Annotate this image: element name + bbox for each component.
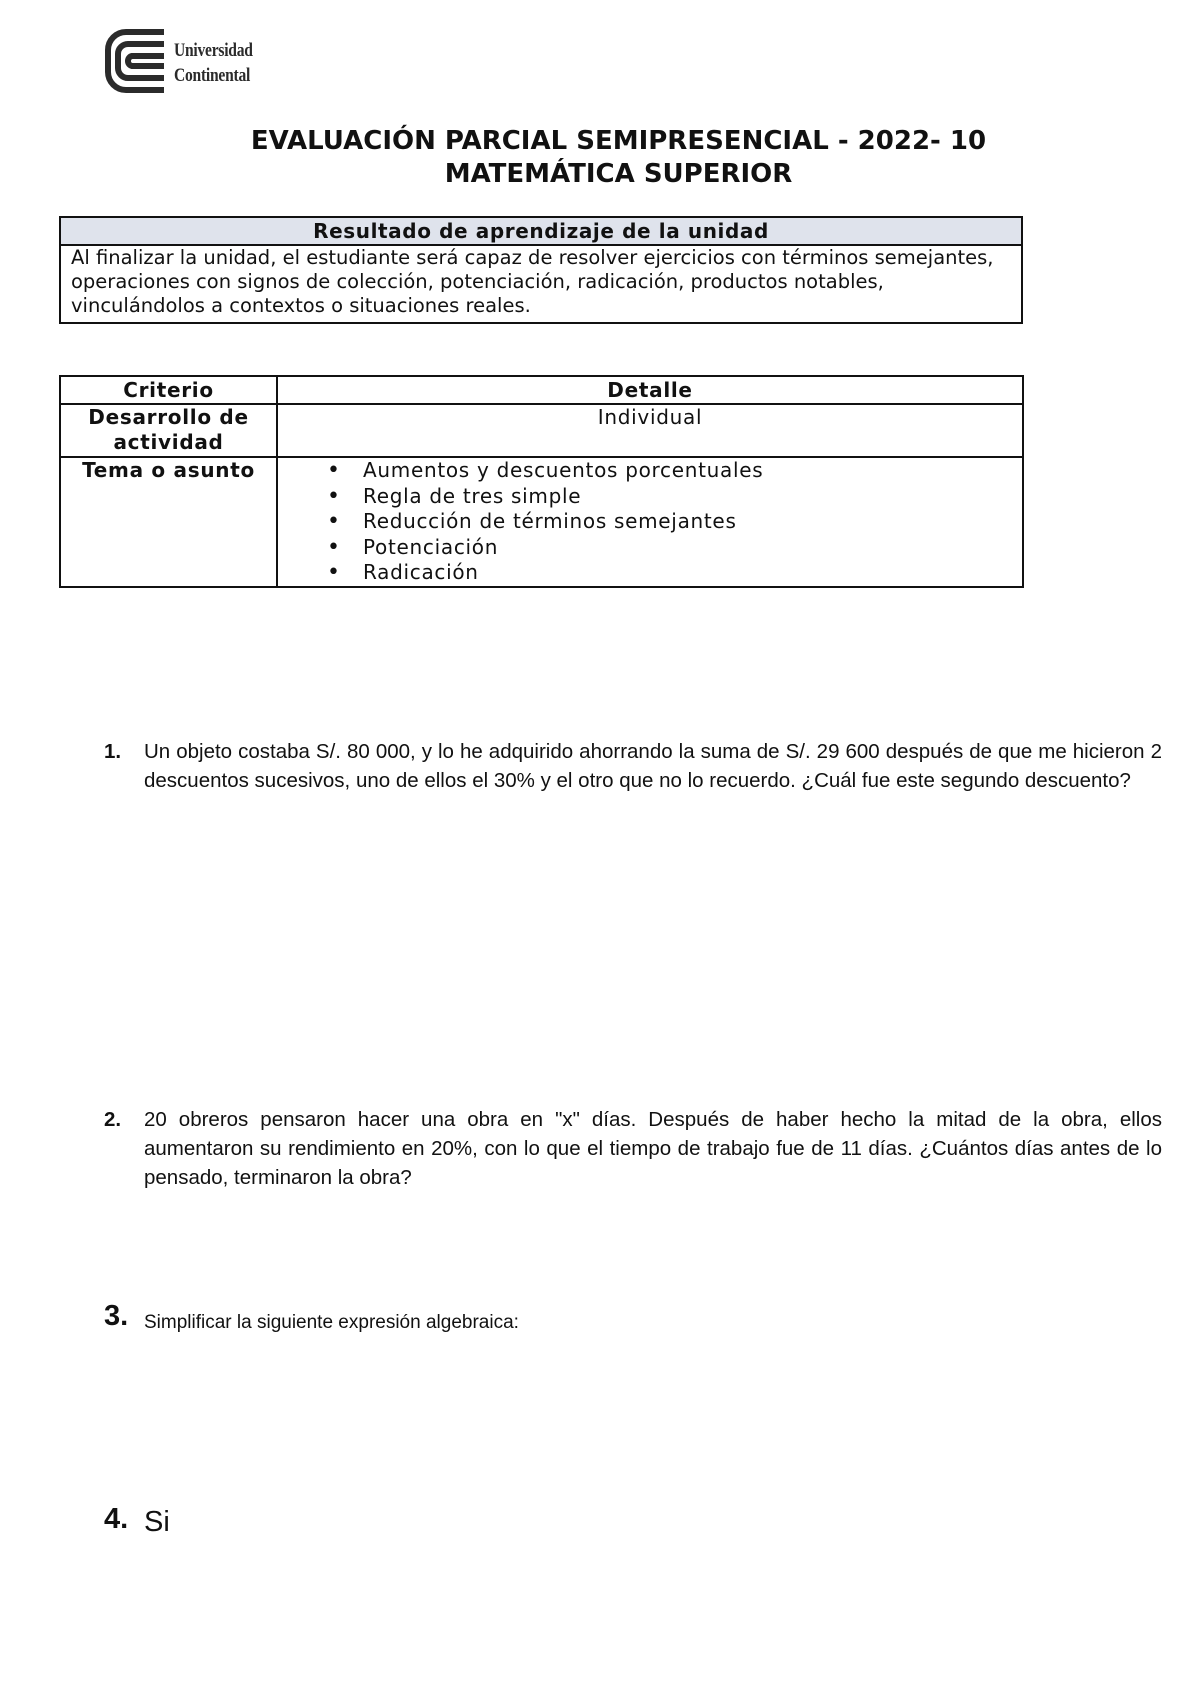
question-2 (104, 1105, 1162, 1192)
criteria-header-row (60, 376, 1023, 404)
list-item: • Regla de tres simple (363, 484, 1018, 510)
topics-list (282, 458, 1018, 586)
criteria-value-temas (277, 457, 1023, 587)
logo-line-1: Universidad (174, 40, 253, 61)
list-item: • Aumentos y descuentos porcentuales (363, 458, 1018, 484)
criteria-table (59, 375, 1024, 588)
question-3 (104, 1300, 1162, 1337)
criteria-header-criterio: Criterio (60, 376, 277, 404)
question-1 (104, 737, 1162, 795)
learning-outcome-text: Al finalizar la unidad, el estudiante será capaz de resolver ejercicios con términos semejantes, operaciones con signos de colección, potenciación, radicación, productos notables, vinculándolos a contextos o situaciones reales. (71, 246, 994, 317)
list-item: • Reducción de términos semejantes (363, 509, 1018, 535)
criteria-header-detalle: Detalle (277, 376, 1023, 404)
question-4 (104, 1505, 1162, 1539)
question-number: 3. (104, 1300, 129, 1332)
document-title: EVALUACIÓN PARCIAL SEMIPRESENCIAL - 2022- 10 (250, 126, 987, 156)
question-text: 20 obreros pensaron hacer una obra en "x" días. Después de haber hecho la mitad de la obra, ellos aumentaron su rendimiento en 20%, con lo que el tiempo de trabajo fue de 11 días. ¿Cuántos días antes de lo pensado, terminaron la obra? (144, 1108, 1162, 1189)
question-number: 4. (104, 1503, 129, 1535)
universidad-continental-logo-icon (104, 28, 168, 94)
question-text: Simplificar la siguiente expresión algebraica: (144, 1312, 519, 1333)
criteria-row-tema (60, 457, 1023, 587)
criteria-label-tema: Tema o asunto (60, 457, 277, 587)
question-number: 2. (104, 1108, 122, 1131)
criteria-value-individual: Individual (277, 404, 1023, 457)
university-logo (104, 28, 274, 98)
list-item: • Radicación (363, 560, 1018, 586)
document-subtitle: MATEMÁTICA SUPERIOR (444, 159, 793, 189)
logo-wordmark (174, 38, 253, 88)
criteria-label-desarrollo: Desarrollo de actividad (60, 404, 277, 457)
list-item: • Potenciación (363, 535, 1018, 561)
question-text: Si (144, 1506, 170, 1538)
logo-line-2: Continental (174, 65, 251, 86)
question-text: Un objeto costaba S/. 80 000, y lo he adquirido ahorrando la suma de S/. 29 600 después de que me hicieron 2 descuentos sucesivos, uno de ellos el 30% y el otro que no lo recuerdo. ¿Cuál fue este segundo descuento? (144, 740, 1162, 792)
learning-outcome-box (59, 216, 1023, 324)
learning-outcome-header: Resultado de aprendizaje de la unidad (61, 218, 1021, 246)
question-number: 1. (104, 740, 122, 763)
criteria-row-desarrollo (60, 404, 1023, 457)
